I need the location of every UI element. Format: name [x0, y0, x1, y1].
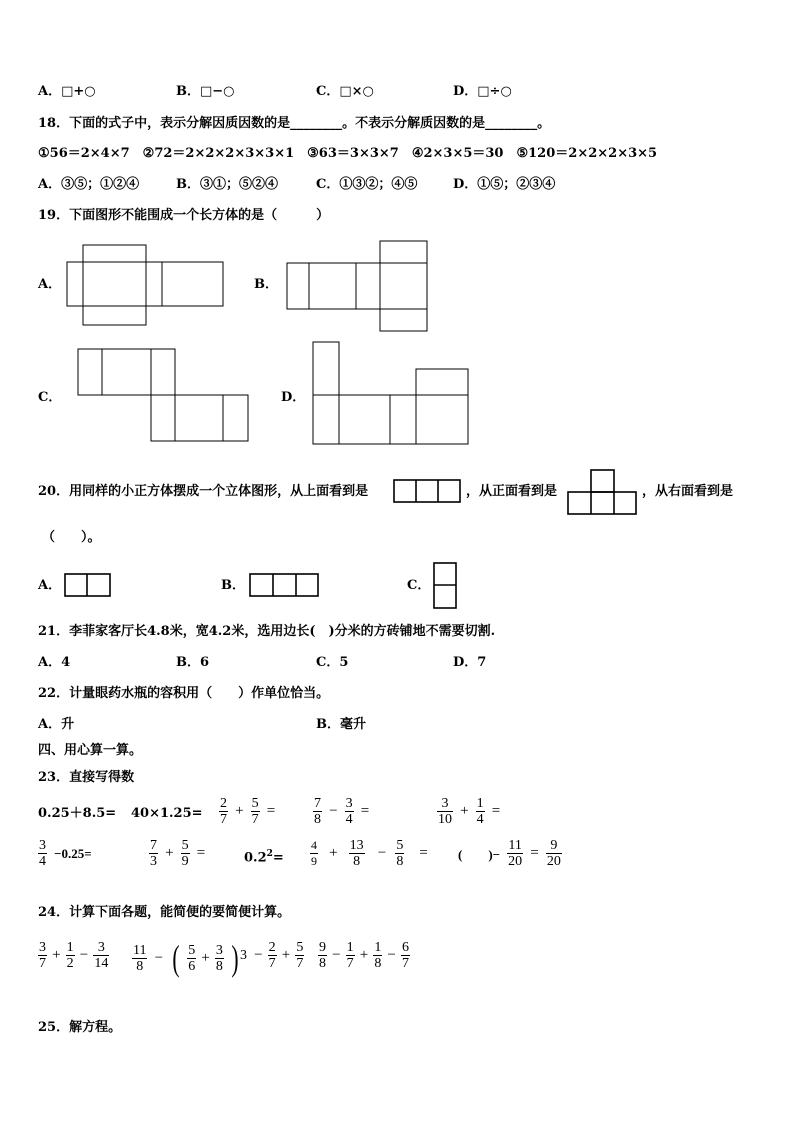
q23-expr-8: $0.2^2=$ [244, 849, 284, 866]
fraction: $\frac{2}{7}$ [220, 796, 227, 827]
fraction: $\frac{11}{8}$ [133, 942, 147, 974]
q18-question: 18．下面的式子中，表示分解因质因数的是________。不表示分解质因数的是________。 [38, 116, 551, 131]
q18-option-c: C．①③②；④⑤ [316, 177, 418, 192]
q23-expr-2: 40×1.25= [131, 806, 203, 821]
q20-question-part1: 20．用同样的小正方体摆成一个立体图形，从上面看到是 [38, 484, 369, 499]
q23-expr-7: $\frac{7}{3}$ + $\frac{5}{9}$ = [150, 838, 206, 869]
fraction: $\frac{5}{7}$ [296, 940, 304, 971]
fraction: $\frac{7}{8}$ [314, 796, 321, 827]
q19-option-d: D． [281, 390, 306, 405]
fraction: $\frac{5}{8}$ [396, 838, 404, 869]
q23-expr-5: $\frac{3}{10}$ + $\frac{1}{4}$ = [438, 796, 501, 827]
q23-expr-1: 0.25＋8.5= [38, 806, 117, 821]
q19-net-d [312, 341, 472, 447]
fraction: $\frac{7}{3}$ [150, 838, 157, 869]
fraction: $\frac{5}{7}$ [251, 796, 259, 827]
q22-question: 22．计量眼药水瓶的容积用（ ）作单位恰当。 [38, 686, 330, 701]
q20-question-part3: ，从右面看到是 [642, 484, 734, 499]
q20-top-view [393, 479, 463, 504]
fraction: $\frac{4}{9}$ [311, 838, 317, 868]
fraction: $\frac{9}{8}$ [319, 940, 326, 971]
fraction: $\frac{3}{4}$ [39, 838, 46, 869]
q24-question: 24．计算下面各题，能简便的要简便计算。 [38, 905, 291, 920]
q24-expr-2: $\frac{11}{8}$ − ( $\frac{5}{6}$ + $\frac{3}{8}$ ) [133, 938, 239, 978]
fraction: $\frac{1}{4}$ [476, 796, 484, 827]
q19-net-b [286, 240, 431, 334]
q17-option-c: C．□×○ [316, 84, 374, 99]
fraction: $\frac{13}{8}$ [349, 838, 364, 869]
q20-option-a: A． [38, 578, 62, 593]
q19-option-b: B． [254, 277, 278, 292]
q21-option-b: B．6 [176, 655, 210, 670]
q19-net-c [77, 348, 252, 444]
q23-expr-10: ( )− $\frac{11}{20}$ = $\frac{9}{20}$ [458, 838, 561, 869]
q24-expr-1: $\frac{3}{7}$ + $\frac{1}{2}$ − $\frac{3}{14}$ [39, 940, 109, 971]
q17-option-d: D．□÷○ [453, 84, 512, 99]
q23-expr-3: $\frac{2}{7}$ + $\frac{5}{7}$ = [220, 796, 276, 827]
q20-option-a-figure [64, 573, 112, 599]
q19-option-c: C． [38, 390, 62, 405]
q20-option-b: B． [221, 578, 245, 593]
fraction: $\frac{9}{20}$ [546, 838, 561, 869]
fraction: $\frac{2}{7}$ [268, 940, 276, 971]
q20-question-part2: ，从正面看到是 [466, 484, 558, 499]
q18-option-a: A．③⑤；①②④ [38, 177, 140, 192]
q17-option-b: B．□−○ [176, 84, 235, 99]
fraction: $\frac{3}{4}$ [345, 796, 353, 827]
q18-items: ①56＝2×4×7 ②72＝2×2×2×3×3×1 ③63＝3×3×7 ④2×3×5＝30 ⑤120＝2×2×2×3×5 [38, 146, 658, 161]
fraction: $\frac{3}{10}$ [438, 796, 452, 827]
q21-option-d: D．7 [453, 655, 487, 670]
section-4-heading: 四、用心算一算。 [38, 743, 143, 758]
fraction: $\frac{5}{9}$ [181, 838, 189, 869]
fraction: $\frac{5}{6}$ [188, 942, 196, 974]
q20-option-c: C． [407, 578, 431, 593]
q20-option-b-figure [249, 573, 321, 599]
q19-net-a [66, 244, 226, 328]
q21-question: 21．李菲家客厅长4.8米，宽4.2米，选用边长( )分米的方砖铺地不需要切割. [38, 624, 496, 639]
q24-expr-3: 3 − $\frac{2}{7}$ + $\frac{5}{7}$ [240, 940, 304, 971]
fraction: $\frac{3}{8}$ [215, 942, 223, 974]
q21-option-c: C．5 [316, 655, 349, 670]
fraction: $\frac{3}{14}$ [94, 940, 109, 971]
fraction: $\frac{1}{8}$ [374, 940, 382, 971]
q20-front-view [567, 469, 639, 517]
q18-option-b: B．③①；⑤②④ [176, 177, 278, 192]
q22-option-a: A．升 [38, 717, 75, 732]
q24-expr-4: $\frac{9}{8}$ − $\frac{1}{7}$ + $\frac{1}{8}$ − $\frac{6}{7}$ [319, 940, 409, 971]
q21-option-a: A．4 [38, 655, 71, 670]
q20-option-c-figure [433, 562, 459, 610]
q19-question: 19．下面图形不能围成一个长方体的是（ ） [38, 208, 330, 223]
q23-expr-4: $\frac{7}{8}$ − $\frac{3}{4}$ = [314, 796, 370, 827]
q23-question: 23．直接写得数 [38, 770, 135, 785]
q23-expr-6: $\frac{3}{4}$ −0.25= [39, 838, 92, 869]
q22-option-b: B．毫升 [316, 717, 366, 732]
fraction: $\frac{6}{7}$ [401, 940, 409, 971]
q20-question-part4: （ ）。 [42, 530, 101, 545]
fraction: $\frac{3}{7}$ [39, 940, 46, 971]
fraction: $\frac{1}{2}$ [66, 940, 74, 971]
q19-option-a: A． [38, 277, 62, 292]
q17-option-a: A．□+○ [38, 84, 96, 99]
q25-question: 25．解方程。 [38, 1020, 122, 1035]
fraction: $\frac{11}{20}$ [508, 838, 523, 869]
q23-expr-9: $\frac{4}{9}$ + $\frac{13}{8}$ − $\frac{5}{8}$ = [311, 838, 428, 869]
fraction: $\frac{1}{7}$ [346, 940, 354, 971]
q18-option-d: D．①⑤；②③④ [453, 177, 556, 192]
